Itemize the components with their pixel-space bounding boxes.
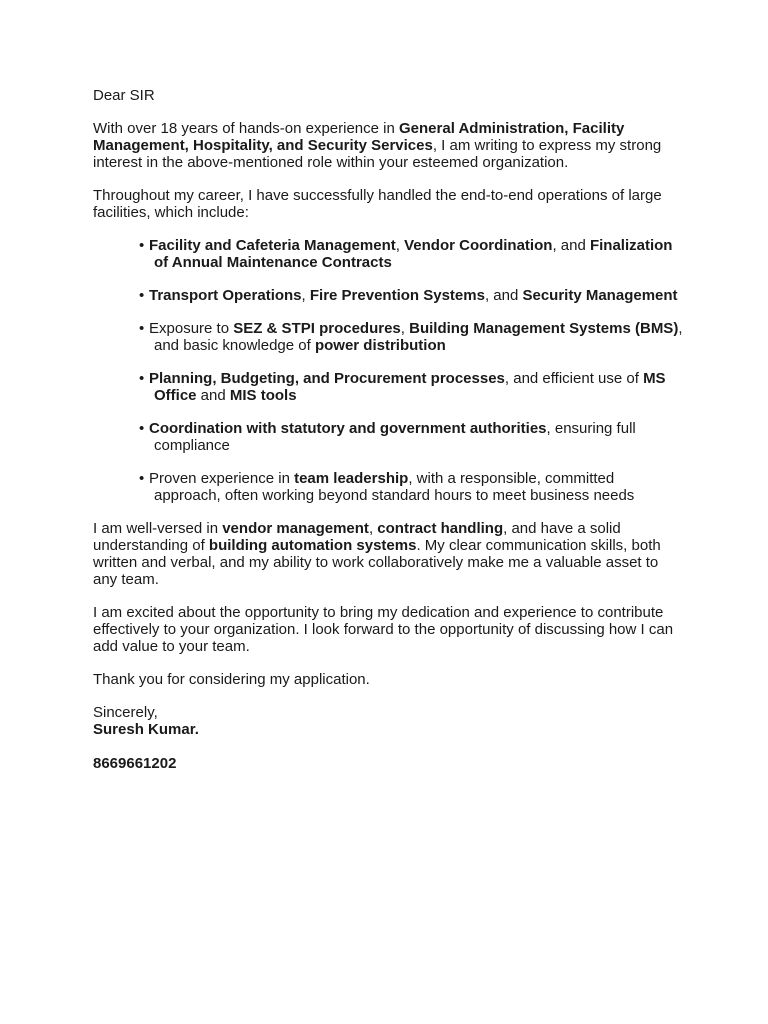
intro-paragraph xyxy=(93,120,683,171)
list-item-bold: Security Management xyxy=(522,287,678,304)
skills-bold: vendor management xyxy=(222,520,369,537)
bullet-icon: • xyxy=(139,287,145,304)
list-item-text: , and basic knowledge of xyxy=(154,320,683,354)
list-item-text: , with a responsible, committed approach, often working beyond standard hours to meet business needs xyxy=(154,470,635,504)
intro-bold-areas: General Administration, Facility Management, Hospitality, and Security Services xyxy=(93,120,625,154)
skills-text: . My clear communication skills, both written and verbal, and my ability to work collaboratively make me a valuable asset to any team. xyxy=(93,537,661,588)
phone-number xyxy=(93,755,683,772)
list-item xyxy=(93,237,683,271)
list-item-bold: Planning, Budgeting, and Procurement processes xyxy=(149,370,505,387)
list-item-text: , and xyxy=(484,287,523,304)
list-item-bold: Finalization of Annual Maintenance Contracts xyxy=(154,237,673,271)
intro-text-2: , I am writing to express my strong interest in the above-mentioned role within your esteemed organization. xyxy=(93,137,662,171)
salutation: Dear SIR xyxy=(93,87,155,104)
list-item xyxy=(93,287,683,304)
intro-text-1: With over 18 years of hands-on experience in xyxy=(93,120,399,137)
list-item-bold: Building Management Systems (BMS) xyxy=(409,320,679,337)
list-item-text: and xyxy=(196,387,230,404)
signature-name-text: Suresh Kumar. xyxy=(93,721,199,738)
skills-bold: contract handling xyxy=(377,520,504,537)
list-item-text: , ensuring full compliance xyxy=(154,420,636,454)
list-item-text: Proven experience in xyxy=(149,470,295,487)
list-item-text: , and efficient use of xyxy=(504,370,644,387)
letter-body xyxy=(93,87,683,772)
bullet-icon: • xyxy=(139,320,145,337)
excited-paragraph: I am excited about the opportunity to bring my dedication and experience to contribute effectively to your organization. I look forward to the opportunity of discussing how I can add value to your team. xyxy=(93,604,674,655)
thank-you-line: Thank you for considering my application. xyxy=(93,671,370,688)
list-item-bold: Facility and Cafeteria Management xyxy=(149,237,396,254)
list-item-text: Exposure to xyxy=(149,320,234,337)
list-item xyxy=(93,370,683,404)
list-item xyxy=(93,320,683,354)
list-item xyxy=(93,470,683,504)
skills-text: , and have a solid understanding of xyxy=(93,520,621,554)
list-item-bold: Fire Prevention Systems xyxy=(309,287,485,304)
list-item-bold: Transport Operations xyxy=(149,287,302,304)
list-item-bold: team leadership xyxy=(294,470,409,487)
list-item-text: , xyxy=(301,287,310,304)
career-paragraph: Throughout my career, I have successfully handled the end-to-end operations of large facilities, which include: xyxy=(93,187,662,221)
list-item-bold: SEZ & STPI procedures xyxy=(233,320,401,337)
phone-number-text: 8669661202 xyxy=(93,755,177,772)
bullet-icon: • xyxy=(139,470,145,487)
list-item-text: , xyxy=(400,320,410,337)
skills-text: I am well-versed in xyxy=(93,520,223,537)
list-item-text: , xyxy=(395,237,405,254)
list-item-bold: Vendor Coordination xyxy=(404,237,553,254)
list-item-text: , and xyxy=(552,237,590,254)
bullet-icon: • xyxy=(139,237,145,254)
list-item-bold: power distribution xyxy=(314,337,446,354)
skills-text: , xyxy=(368,520,378,537)
closing-line: Sincerely, xyxy=(93,704,158,721)
skills-paragraph xyxy=(93,520,683,588)
list-item-bold: Coordination with statutory and government authorities xyxy=(149,420,547,437)
experience-list xyxy=(93,237,683,504)
bullet-icon: • xyxy=(139,420,145,437)
bullet-icon: • xyxy=(139,370,145,387)
skills-bold: building automation systems xyxy=(208,537,417,554)
signature-name xyxy=(93,721,683,738)
list-item xyxy=(93,420,683,454)
list-item-bold: MIS tools xyxy=(229,387,297,404)
list-item-bold: MS Office xyxy=(154,370,666,404)
